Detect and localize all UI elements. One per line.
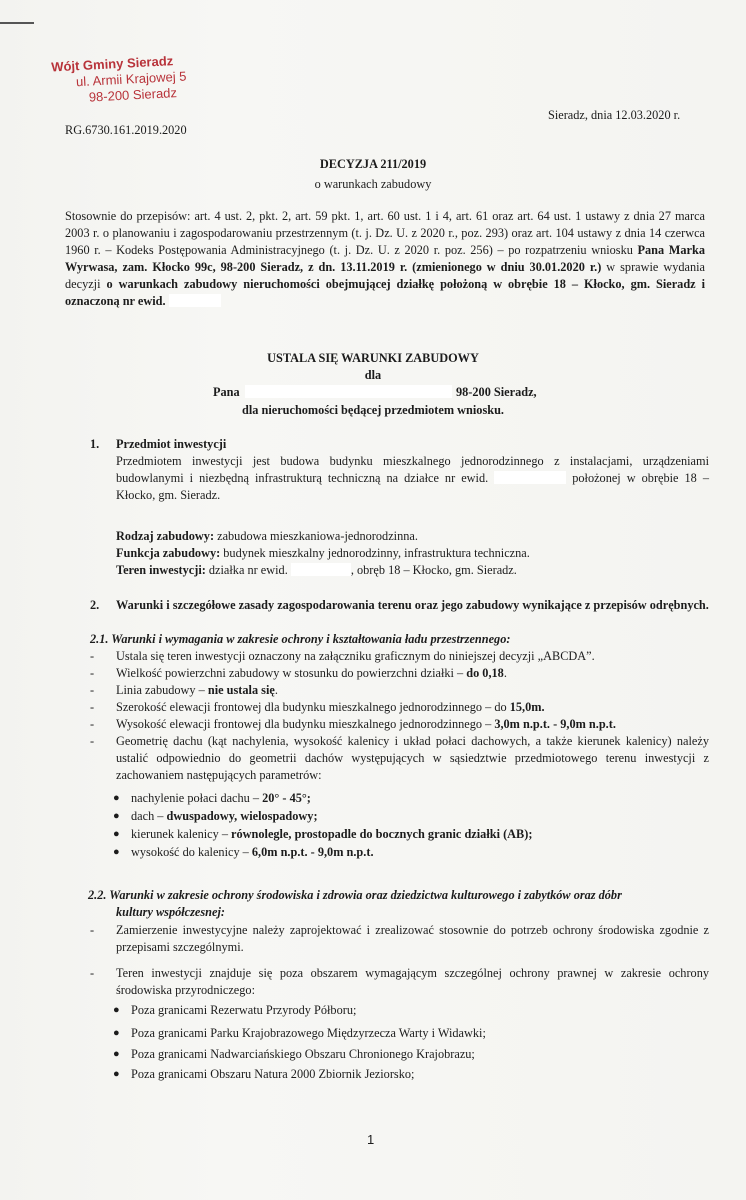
section-1-text-a: Przedmiotem inwestycji jest budowa budynku mieszkalnego jednorodzinnego z instalacjami, urządzeniami budowlanymi i niezbędną infrastrukturą techniczną na działce nr ewid. (116, 454, 709, 485)
protected-area: Poza granicami Rezerwatu Przyrody Półboru; (131, 1003, 357, 1017)
property-note: dla nieruchomości będącej przedmiotem wniosku. (242, 403, 504, 417)
rodzaj-value: zabudowa mieszkaniowa-jednorodzinna. (214, 529, 418, 543)
environment-item: Zamierzenie inwestycyjne należy zaprojektować i zrealizować stosownie do potrzeb ochrony środowiska zgodnie z przepisami szczególnymi. (116, 923, 709, 954)
decision-subtitle: o warunkach zabudowy (314, 177, 432, 191)
bullet-icon: ● (113, 1027, 120, 1039)
decision-title: DECYZJA 211/2019 (319, 157, 427, 171)
rodzaj-label: Rodzaj zabudowy: (116, 529, 215, 543)
teren-line (116, 562, 517, 578)
condition-item: Wielkość powierzchni zabudowy w stosunku do powierzchni działki – do 0,18. (116, 666, 507, 680)
reference-number: RG.6730.161.2019.2020 (65, 123, 187, 137)
bullet-icon: ● (113, 846, 120, 858)
roof-parameter: dach – dwuspadowy, wielospadowy; (131, 809, 318, 823)
roof-parameter: kierunek kalenicy – równolegle, prostopadle do bocznych granic działki (AB); (131, 827, 533, 841)
section-1-text-b: położonej w obrębie 18 – Kłocko, gm. Sieradz. (116, 471, 709, 502)
protected-area: Poza granicami Obszaru Natura 2000 Zbiornik Jeziorsko; (131, 1067, 415, 1081)
redaction-box (245, 384, 452, 400)
decision-subject: o warunkach zabudowy nieruchomości obejmującej działkę położoną w obrębie 18 – Kłocko, gm. Sieradz i oznaczoną nr ewid. (65, 277, 705, 308)
subsection-2-1-heading: 2.1. Warunki i wymagania w zakresie ochrony i kształtowania ładu przestrzennego: (90, 632, 511, 646)
addressee-address: 98-200 Sieradz, (456, 385, 537, 399)
addressee-title: Pana (213, 385, 240, 399)
section-2-number: 2. (90, 598, 100, 612)
section-1-text (116, 453, 709, 504)
protected-area: Poza granicami Parku Krajobrazowego Międzyrzecza Warty i Widawki; (131, 1026, 486, 1040)
intro-text-2: w sprawie wydania decyzji (65, 260, 705, 291)
condition-item: Ustala się teren inwestycji oznaczony na załączniku graficznym do niniejszej decyzji „ABCDA”. (116, 649, 595, 663)
funkcja-line (116, 545, 530, 561)
redaction-box (291, 563, 351, 576)
redaction-box (494, 471, 566, 484)
teren-value-b: , obręb 18 – Kłocko, gm. Sieradz. (350, 563, 517, 577)
fold-mark (0, 22, 34, 24)
bullet-icon: ● (113, 1068, 120, 1080)
roof-parameter: wysokość do kalenicy – 6,0m n.p.t. - 9,0m n.p.t. (131, 845, 374, 859)
condition-item: Geometrię dachu (kąt nachylenia, wysokość kalenicy i układ połaci dachowych, a także kierunek kalenicy) należy ustalić odpowiednio do geometrii dachów występujących w sąsiedztwie przedmiotowego terenu inwestycji z zachowaniem następujących parametrów: (116, 734, 709, 782)
environment-item: Teren inwestycji znajduje się poza obszarem wymagającym szczególnej ochrony prawnej w zakresie ochrony środowiska przyrodniczego: (116, 966, 709, 997)
subsection-2-2-heading: 2.2. Warunki w zakresie ochrony środowiska i zdrowia oraz dziedzictwa kulturowego i zabytków oraz dóbr (88, 888, 622, 902)
stamp-line-3: 98-200 Sieradz (88, 85, 178, 105)
place-date: Sieradz, dnia 12.03.2020 r. (548, 108, 681, 122)
protected-area: Poza granicami Nadwarciańskiego Obszaru Chronionego Krajobrazu; (131, 1047, 475, 1061)
funkcja-value: budynek mieszkalny jednorodzinny, infrastruktura techniczna. (220, 546, 530, 560)
redaction-box (169, 294, 221, 307)
condition-item: Szerokość elewacji frontowej dla budynku mieszkalnego jednorodzinnego – do 15,0m. (116, 700, 545, 714)
establish-for: dla (364, 368, 382, 382)
section-1-heading: Przedmiot inwestycji (116, 437, 227, 451)
intro-paragraph (65, 208, 705, 310)
bullet-icon: ● (113, 1048, 120, 1060)
page-number: 1 (367, 1132, 375, 1147)
section-2-heading: Warunki i szczegółowe zasady zagospodarowania terenu oraz jego zabudowy wynikające z przepisów odrębnych. (116, 598, 709, 612)
stamp-line-1: Wójt Gminy Sieradz (50, 53, 174, 75)
bullet-icon: ● (113, 1004, 120, 1016)
intro-text-1: Stosownie do przepisów: art. 4 ust. 2, pkt. 2, art. 59 pkt. 1, art. 60 ust. 1 i 4, art. 61 oraz art. 64 ust. 1 ustawy z dnia 27 marca 2003 r. o planowaniu i zagospodarowaniu przestrzennym (t. j. Dz. U. z 2020 r., poz. 293) oraz art. 104 ustawy z dnia 14 czerwca 1960 r. – Kodeks Postępowania Administracyjnego (t. j. Dz. U. z 2020 r. poz. 256) – po rozpatrzeniu wniosku (65, 209, 705, 257)
roof-parameter: nachylenie połaci dachu – 20° - 45°; (131, 791, 311, 805)
bullet-icon: ● (113, 810, 120, 822)
bullet-icon: ● (113, 828, 120, 840)
subsection-2-2-heading-cont: kultury współczesnej: (116, 905, 225, 919)
applicant-details: Pana Marka Wyrwasa, zam. Kłocko 99c, 98-200 Sieradz, z dn. 13.11.2019 r. (zmienionego w dniu 30.01.2020 r.) (65, 243, 705, 274)
teren-label: Teren inwestycji: (116, 563, 206, 577)
office-stamp (51, 53, 188, 108)
funkcja-label: Funkcja zabudowy: (116, 546, 221, 560)
condition-item: Wysokość elewacji frontowej dla budynku mieszkalnego jednorodzinnego – 3,0m n.p.t. - 9,0m n.p.t. (116, 717, 616, 731)
bullet-icon: ● (113, 792, 120, 804)
document-page: Wójt Gminy Sieradz ul. Armii Krajowej 5 98-200 Sieradz Sieradz, dnia 12.03.2020 r. RG.6730.161.2019.2020 DECYZJA 211/2019 o warunkach zabudowy Stosownie do przepisów: art. 4 ust. 2, pkt. 2, art. 59 pkt. 1, art. 60 ust. 1 i 4, art. 61 oraz art. 64 ust. 1 ustawy z dnia 27 marca 2003 r. o planowaniu i zagospodarowaniu przestrzennym (t. j. Dz. U. z 2020 r., poz. 293) oraz art. 104 ustawy z dnia 14 czerwca 1960 r. – Kodeks Postępowania Administracyjnego (t. j. Dz. U. z 2020 r. poz. 256) – po rozpatrzeniu wniosku Pana Marka Wyrwasa, zam. Kłocko 99c, 98-200 Sieradz, z dn. 13.11.2019 r. (zmienionego w dniu 30.01.2020 r.) w sprawie wydania decyzji o warunkach zabudowy nieruchomości obejmującej działkę położoną w obrębie 18 – Kłocko, gm. Sieradz i oznaczoną nr ewid. USTALA SIĘ WARUNKI ZABUDOWY dla Pana 98-200 Sieradz, dla nieruchomości będącej przedmiotem wniosku. 1. Przedmiot inwestycji Przedmiotem inwestycji jest budowa budynku mieszkalnego jednorodzinnego z instalacjami, urządzeniami budowlanymi i niezbędną infrastrukturą techniczną na działce nr ewid. położonej w obrębie 18 – Kłocko, gm. Sieradz. Rodzaj zabudowy: zabudowa mieszkaniowa-jednorodzinna. Funkcja zabudowy: budynek mieszkalny jednorodzinny, infrastruktura techniczna. Teren inwestycji: działka nr ewid. , obręb 18 – Kłocko, gm. Sieradz. 2. Warunki i szczegółowe zasady zagospodarowania terenu oraz jego zabudowy wynikające z przepisów odrębnych. 2.1. Warunki i wymagania w zakresie ochrony i kształtowania ładu przestrzennego: - Ustala się teren inwestycji oznaczony na załączniku graficznym do niniejszej decyzji „ABCDA”. - Wielkość powierzchni zabudowy w stosunku do powierzchni działki – do 0,18. - Linia zabudowy – nie ustala się. - Szerokość elewacji frontowej dla budynku mieszkalnego jednorodzinnego – do 15,0m. - Wysokość elewacji frontowej dla budynku mieszkalnego jednorodzinnego – 3,0m n.p.t. - 9,0m n.p.t. - Geometrię dachu (kąt nachylenia, wysokość kalenicy i układ połaci dachowych, a także kierunek kalenicy) należy ustalić odpowiednio do geometrii dachów występujących w sąsiedztwie przedmiotowego terenu inwestycji z zachowaniem następujących parametrów: ● nachylenie połaci dachu – 20° - 45°; ● dach – dwuspadowy, wielospadowy; ● kierunek kalenicy – równolegle, prostopadle do bocznych granic działki (AB); ● wysokość do kalenicy – 6,0m n.p.t. - 9,0m n.p.t. 2.2. Warunki w zakresie ochrony środowiska i zdrowia oraz dziedzictwa kulturowego i zabytków oraz dóbr kultury współczesnej: - Zamierzenie inwestycyjne należy zaprojektować i zrealizować stosownie do potrzeb ochrony środowiska zgodnie z przepisami szczególnymi. - Teren inwestycji znajduje się poza obszarem wymagającym szczególnej ochrony prawnej w zakresie ochrony środowiska przyrodniczego: ● Poza granicami Rezerwatu Przyrody Półboru; ● Poza granicami Parku Krajobrazowego Międzyrzecza Warty i Widawki; ● Poza granicami Nadwarciańskiego Obszaru Chronionego Krajobrazu; ● Poza granicami Obszaru Natura 2000 Zbiornik Jeziorsko; 1 (0, 0, 746, 1200)
rodzaj-line (116, 528, 418, 544)
section-1-number: 1. (90, 437, 100, 451)
teren-value-a: działka nr ewid. (205, 563, 288, 577)
establish-heading: USTALA SIĘ WARUNKI ZABUDOWY (267, 351, 479, 365)
stamp-line-2: ul. Armii Krajowej 5 (75, 68, 187, 90)
condition-item: Linia zabudowy – nie ustala się. (116, 683, 278, 697)
